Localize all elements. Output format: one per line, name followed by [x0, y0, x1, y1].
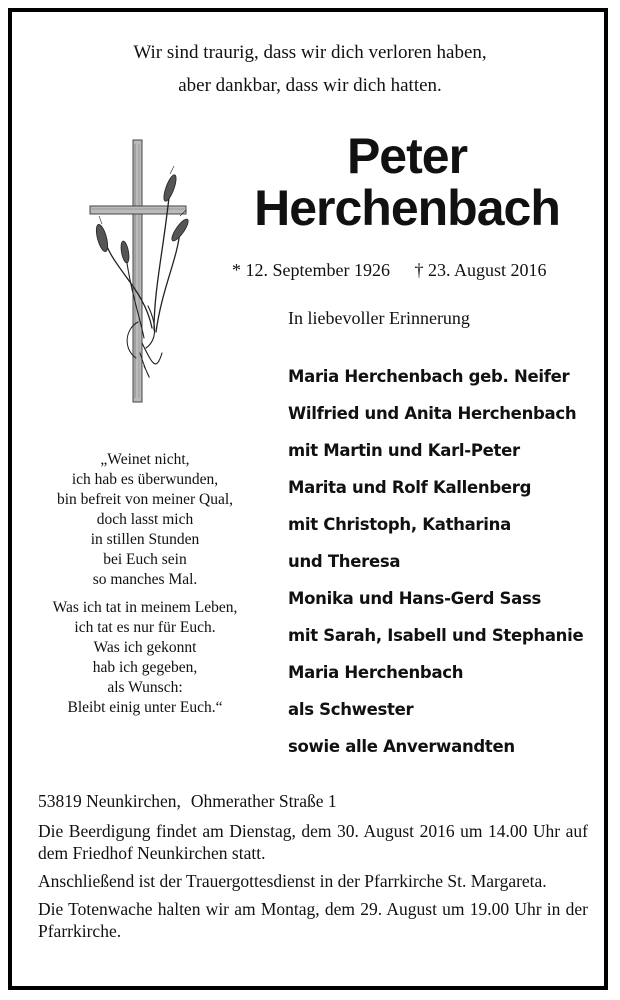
birth-date: * 12. September 1926	[232, 260, 390, 280]
deceased-first-name: Peter	[346, 128, 468, 184]
poem-line: Was ich tat in meinem Leben,	[52, 599, 238, 616]
poem-line: Was ich gekonnt	[93, 639, 197, 656]
poem-line: doch lasst mich	[96, 511, 194, 528]
poem-line: „Weinet nicht,	[100, 451, 190, 468]
header-quote	[60, 36, 560, 102]
deceased-name	[222, 130, 592, 234]
poem-line: als Wunsch:	[107, 679, 183, 696]
mourners-list	[288, 358, 598, 765]
poem-stanza-2	[30, 598, 260, 718]
street: Ohmerather Straße 1	[190, 791, 337, 811]
cross-with-wheat-icon	[82, 138, 192, 410]
postal-city: 53819 Neunkirchen,	[38, 791, 181, 811]
life-dates	[232, 258, 592, 282]
poem-line: bei Euch sein	[103, 551, 187, 568]
mourner-line: mit Christoph, Katharina	[288, 515, 511, 534]
mourner-line: Maria Herchenbach geb. Neifer	[288, 367, 570, 386]
death-date: † 23. August 2016	[414, 260, 547, 280]
mourner-line: Maria Herchenbach	[288, 663, 464, 682]
memory-line: In liebevoller Erinnerung	[288, 308, 470, 328]
poem-line: Bleibt einig unter Euch.“	[67, 699, 223, 716]
poem-line: hab ich gegeben,	[92, 659, 198, 676]
poem-line: bin befreit von meiner Qual,	[56, 491, 234, 508]
mourner-line: und Theresa	[288, 552, 401, 571]
footer-info	[38, 790, 588, 948]
poem-line: in stillen Stunden	[90, 531, 200, 548]
funeral-info: Die Beerdigung findet am Dienstag, dem 30. August 2016 um 14.00 Uhr auf dem Friedhof Neunkirchen statt.	[38, 821, 588, 863]
header-line-1: Wir sind traurig, dass wir dich verloren haben,	[133, 42, 487, 63]
mourner-line: Monika und Hans-Gerd Sass	[288, 589, 542, 608]
service-info: Anschließend ist der Trauergottesdienst in der Pfarrkirche St. Margareta.	[38, 871, 547, 891]
address	[38, 790, 588, 812]
mourner-line: Wilfried und Anita Herchenbach	[288, 404, 577, 423]
mourner-line: mit Martin und Karl-Peter	[288, 441, 520, 460]
poem-line: ich hab es überwunden,	[71, 471, 219, 488]
header-line-2: aber dankbar, dass wir dich hatten.	[178, 75, 442, 96]
poem	[30, 450, 260, 726]
poem-stanza-1	[30, 450, 260, 590]
mourner-line: als Schwester	[288, 700, 414, 719]
mourner-line: mit Sarah, Isabell und Stephanie	[288, 626, 584, 645]
wake-info: Die Totenwache halten wir am Montag, dem 29. August um 19.00 Uhr in der Pfarrkirche.	[38, 899, 588, 941]
poem-line: so manches Mal.	[92, 571, 198, 588]
mourner-line: Marita und Rolf Kallenberg	[288, 478, 532, 497]
mourner-line: sowie alle Anverwandten	[288, 737, 515, 756]
deceased-last-name: Herchenbach	[254, 180, 560, 236]
poem-line: ich tat es nur für Euch.	[74, 619, 216, 636]
